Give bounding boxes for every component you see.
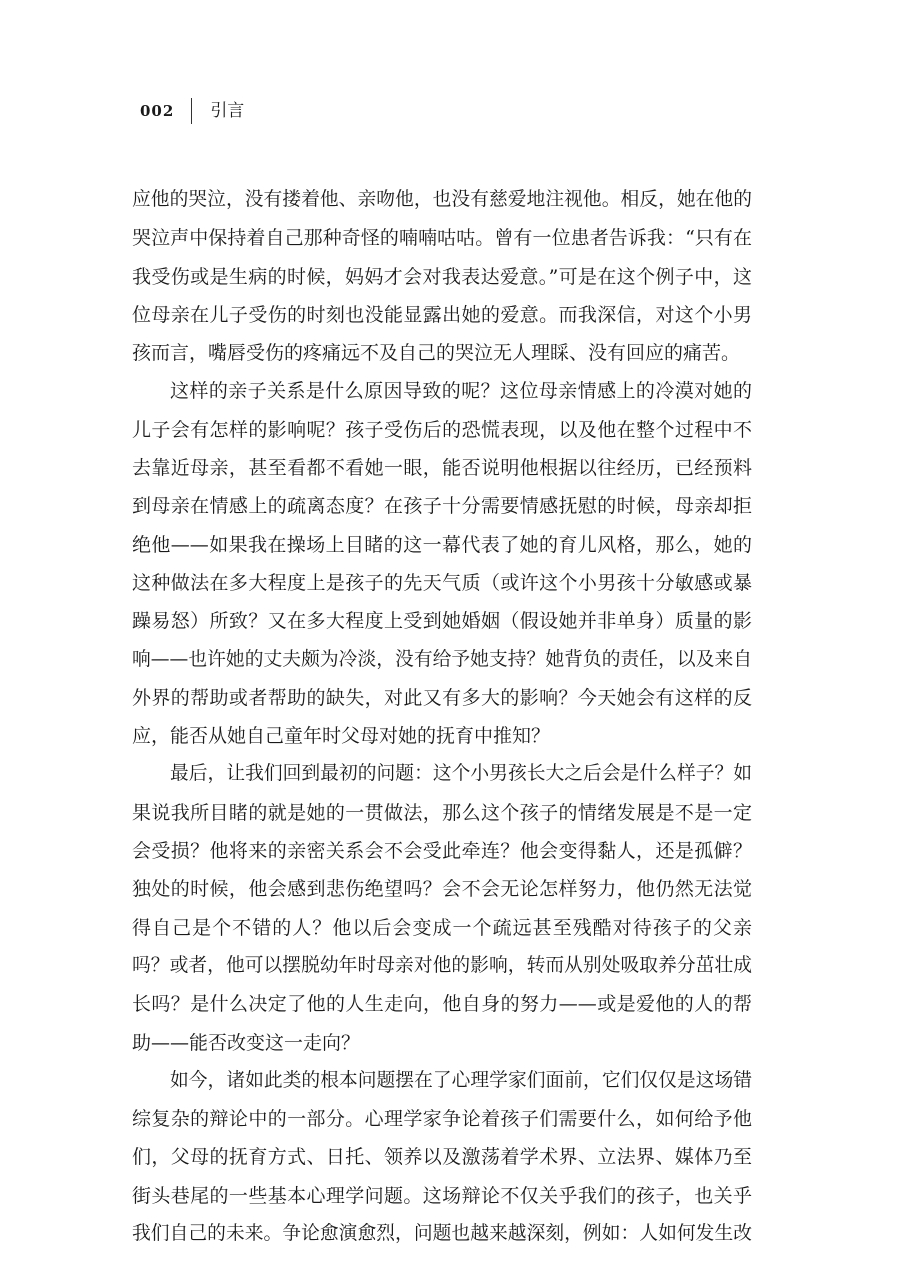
text-line: 这种做法在多大程度上是孩子的先天气质（或许这个小男孩十分敏感或暴 [132, 571, 752, 594]
text-line: 得自己是个不错的人？他以后会变成一个疏远甚至残酷对待孩子的父亲 [132, 916, 752, 939]
text-line: 位母亲在儿子受伤的时刻也没能显露出她的爱意。而我深信，对这个小男 [132, 303, 752, 326]
text-line: 果说我所目睹的就是她的一贯做法，那么这个孩子的情绪发展是不是一定 [132, 801, 752, 824]
text-line: 儿子会有怎样的影响呢？孩子受伤后的恐慌表现，以及他在整个过程中不 [132, 418, 752, 441]
text-line: 我们自己的未来。争论愈演愈烈，问题也越来越深刻，例如：人如何发生改 [132, 1223, 752, 1245]
text-line: 独处的时候，他会感到悲伤绝望吗？会不会无论怎样努力，他仍然无法觉 [132, 878, 752, 901]
text-line: 绝他——如果我在操场上目睹的这一幕代表了她的育儿风格，那么，她的 [132, 533, 752, 556]
text-line: 应，能否从她自己童年时父母对她的抚育中推知？ [132, 725, 551, 748]
page-number: 002 [140, 102, 175, 120]
text-line: 响——也许她的丈夫颇为冷淡，没有给予她支持？她背负的责任，以及来自 [132, 648, 752, 670]
text-line: 我受伤或是生病的时候，妈妈才会对我表达爱意。”可是在这个例子中，这 [132, 265, 752, 288]
text-line: 助——能否改变这一走向？ [132, 1031, 361, 1054]
header-divider [191, 98, 192, 124]
text-line: 这样的亲子关系是什么原因导致的呢？这位母亲情感上的冷漠对她的 [170, 380, 752, 403]
text-line: 吗？或者，他可以摆脱幼年时母亲对他的影响，转而从别处吸取养分茁壮成 [132, 954, 752, 976]
text-line: 哭泣声中保持着自己那种奇怪的喃喃咕咕。曾有一位患者告诉我：“只有在 [132, 227, 752, 250]
text-line: 如今，诸如此类的根本问题摆在了心理学家们面前，它们仅仅是这场错 [170, 1069, 752, 1091]
text-line: 们，父母的抚育方式、日托、领养以及激荡着学术界、立法界、媒体乃至 [132, 1146, 752, 1169]
text-line: 躁易怒）所致？又在多大程度上受到她婚姻（假设她并非单身）质量的影 [132, 610, 752, 633]
text-line: 应他的哭泣，没有搂着他、亲吻他，也没有慈爱地注视他。相反，她在他的 [132, 189, 752, 210]
text-line: 外界的帮助或者帮助的缺失，对此又有多大的影响？今天她会有这样的反 [132, 686, 752, 709]
text-line: 街头巷尾的一些基本心理学问题。这场辩论不仅关乎我们的孩子，也关乎 [132, 1184, 752, 1207]
page-header [140, 96, 244, 126]
text-line: 孩而言，嘴唇受伤的疼痛远不及自己的哭泣无人理睬、没有回应的痛苦。 [132, 342, 741, 365]
chapter-title: 引言 [210, 101, 245, 121]
text-line: 会受损？他将来的亲密关系会不会受此牵连？他会变得黏人，还是孤僻？ [132, 840, 752, 863]
body-text [132, 181, 752, 1253]
text-line: 长吗？是什么决定了他的人生走向，他自身的努力——或是爱他的人的帮 [132, 993, 752, 1016]
text-line: 最后，让我们回到最初的问题：这个小男孩长大之后会是什么样子？如 [170, 763, 752, 785]
text-line: 到母亲在情感上的疏离态度？在孩子十分需要情感抚慰的时候，母亲却拒 [132, 495, 752, 518]
text-line: 去靠近母亲，甚至看都不看她一眼，能否说明他根据以往经历，已经预料 [132, 457, 752, 480]
text-line: 综复杂的辩论中的一部分。心理学家争论着孩子们需要什么，如何给予他 [132, 1108, 752, 1131]
